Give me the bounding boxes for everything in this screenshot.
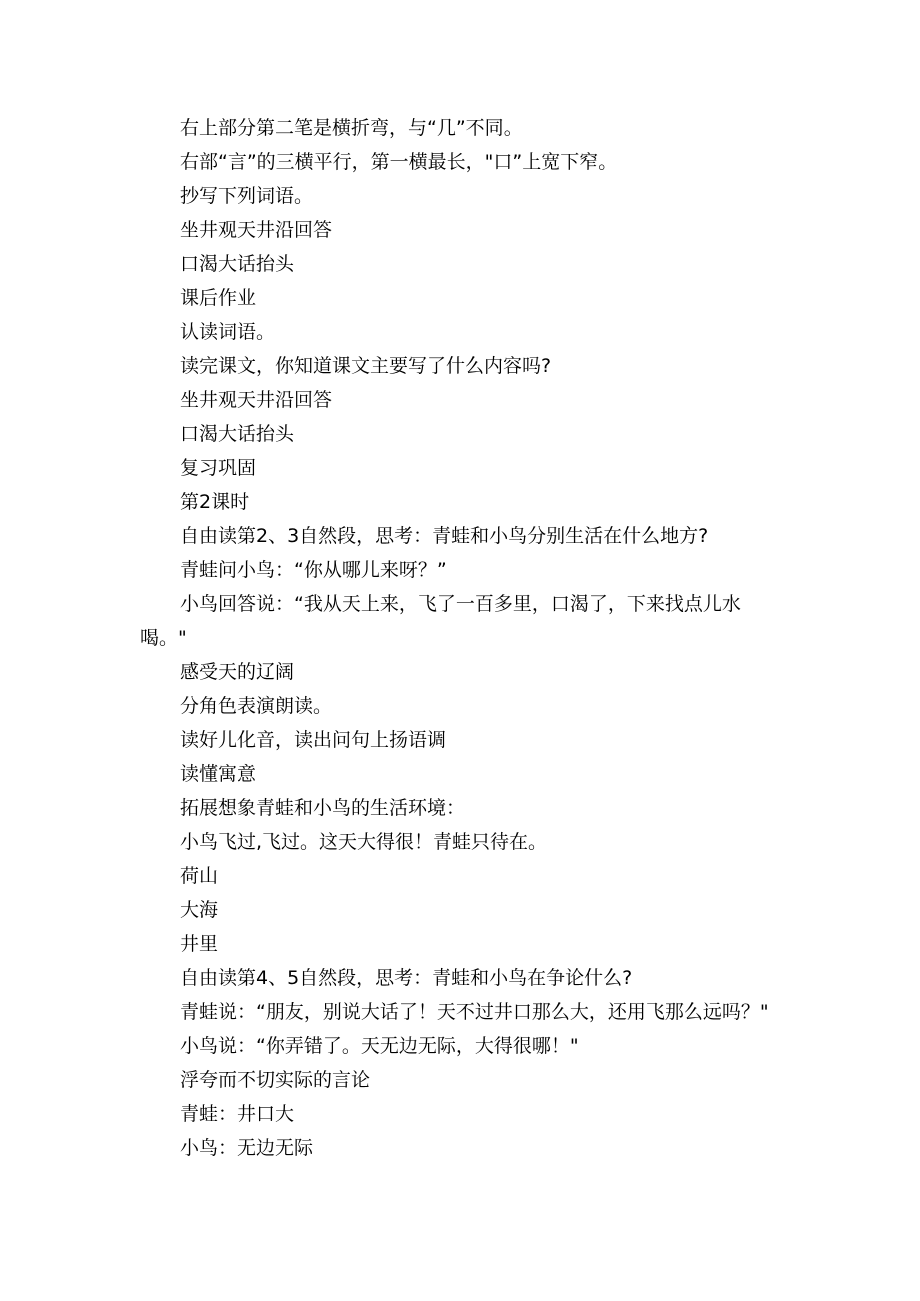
text-line: 感受天的辽阔 bbox=[180, 661, 295, 683]
text-line: 自由读第4、5自然段，思考：青蛙和小鸟在争论什么? bbox=[180, 967, 633, 989]
text-line: 荷山 bbox=[180, 865, 219, 887]
text-line: 课后作业 bbox=[180, 287, 257, 309]
text-line: 井里 bbox=[180, 933, 219, 955]
text-line: 小鸟飞过,飞过。这天大得很！青蛙只待在。 bbox=[180, 831, 548, 853]
text-line: 自由读第2、3自然段，思考：青蛙和小鸟分别生活在什么地方? bbox=[180, 525, 709, 547]
text-line: 口渴大话抬头 bbox=[180, 253, 295, 275]
text-line: 坐井观天井沿回答 bbox=[180, 219, 333, 241]
text-line: 右上部分第二笔是横折弯，与“几”不同。 bbox=[180, 117, 523, 139]
text-line: 分角色表演朗读。 bbox=[180, 695, 333, 717]
text-line: 复习巩固 bbox=[180, 457, 257, 479]
text-line: 拓展想象青蛙和小鸟的生活环境： bbox=[180, 797, 466, 819]
text-line: 浮夸而不切实际的言论 bbox=[180, 1069, 371, 1091]
lesson-heading: 第2课时 bbox=[180, 491, 250, 513]
text-line: 读懂寓意 bbox=[180, 763, 257, 785]
text-line: 抄写下列词语。 bbox=[180, 185, 314, 207]
text-line: 读完课文，你知道课文主要写了什么内容吗? bbox=[180, 355, 552, 377]
document-body bbox=[140, 111, 780, 1165]
text-line: 青蛙：井口大 bbox=[180, 1103, 295, 1125]
text-line: 青蛙问小鸟：“你从哪儿来呀？” bbox=[180, 559, 447, 581]
text-line: 读好儿化音，读出问句上扬语调 bbox=[180, 729, 447, 751]
text-line: 右部“言”的三横平行，第一横最长，"口”上宽下窄。 bbox=[180, 151, 618, 173]
text-line: 小鸟：无边无际 bbox=[180, 1137, 314, 1159]
text-line: 认读词语。 bbox=[180, 321, 276, 343]
text-line: 大海 bbox=[180, 899, 219, 921]
text-line: 坐井观天井沿回答 bbox=[180, 389, 333, 411]
text-paragraph: 青蛙说：“朋友，别说大话了！天不过井口那么大，还用飞那么远吗？" bbox=[180, 1001, 769, 1023]
text-line: 口渴大话抬头 bbox=[180, 423, 295, 445]
text-line: 小鸟说：“你弄错了。天无边无际，大得很哪！" bbox=[180, 1035, 579, 1057]
text-paragraph: 小鸟回答说：“我从天上来，飞了一百多里，口渴了，下来找点儿水喝。" bbox=[140, 593, 741, 649]
